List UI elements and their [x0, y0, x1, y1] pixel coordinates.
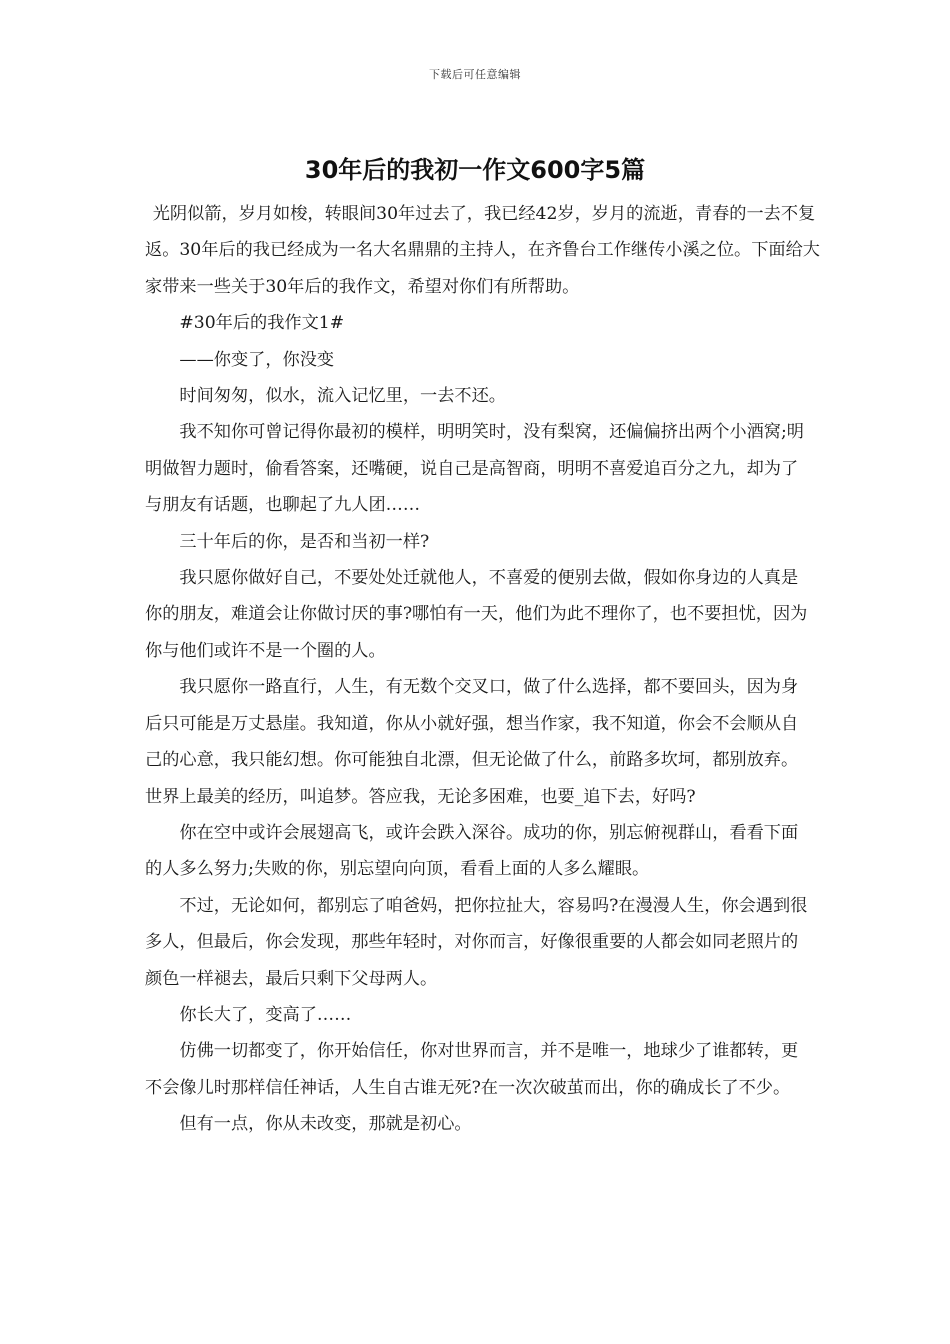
body-paragraph: 我只愿你一路直行，人生，有无数个交叉口，做了什么选择，都不要回头，因为身后只可能是万丈悬崖。我知道，你从小就好强，想当作家，我不知道，你会不会顺从自己的心意，我只能幻想。你可能独自北漂，但无论做了什么，前路多坎坷，都别放弃。世界上最美的经历，叫追梦。答应我，无论多困难，也要_追下去，好吗?: [145, 677, 799, 807]
body-paragraph: 三十年后的你，是否和当初一样?: [179, 531, 430, 552]
body-paragraph: 仿佛一切都变了，你开始信任，你对世界而言，并不是唯一，地球少了谁都转，更不会像儿时那样信任神话，人生自古谁无死?在一次次破茧而出，你的确成长了不少。: [145, 1041, 799, 1098]
document-title: 30年后的我初一作文600字5篇: [304, 156, 646, 184]
body-paragraph: 你长大了，变高了……: [179, 1004, 352, 1025]
document-body: [145, 196, 820, 1143]
subtitle-line: ——你变了，你没变: [179, 349, 335, 370]
body-paragraph: 不过，无论如何，都别忘了咱爸妈，把你拉扯大，容易吗?在漫漫人生，你会遇到很多人，但最后，你会发现，那些年轻时，对你而言，好像很重要的人都会如同老照片的颜色一样褪去，最后只剩下父母两人。: [145, 895, 808, 989]
body-paragraph: 你在空中或许会展翅高飞，或许会跌入深谷。成功的你，别忘俯视群山，看看下面的人多么努力;失败的你，别忘望向向顶，看看上面的人多么耀眼。: [145, 822, 799, 880]
body-paragraph: 但有一点，你从未改变，那就是初心。: [179, 1114, 472, 1135]
body-paragraph: 我不知你可曾记得你最初的模样，明明笑时，没有梨窝，还偏偏挤出两个小酒窝;明明做智力题时，偷看答案，还嘴硬，说自己是高智商，明明不喜爱追百分之九，却为了与朋友有话题，也聊起了九人团……: [145, 422, 804, 516]
body-paragraph: 时间匆匆，似水，流入记忆里，一去不还。: [179, 386, 506, 407]
section-heading: #30年后的我作文1#: [179, 313, 345, 334]
body-paragraph: 我只愿你做好自己，不要处处迁就他人，不喜爱的便别去做，假如你身边的人真是你的朋友，难道会让你做讨厌的事?哪怕有一天，他们为此不理你了，也不要担忧，因为你与他们或许不是一个圈的人。: [145, 568, 808, 661]
header-note: 下载后可任意编辑: [429, 68, 521, 81]
intro-paragraph: 光阴似箭，岁月如梭，转眼间30年过去了，我已经42岁，岁月的流逝，青春的一去不复返。30年后的我已经成为一名大名鼎鼎的主持人，在齐鲁台工作继传小溪之位。下面给大家带来一些关于30年后的我作文，希望对你们有所帮助。: [145, 204, 820, 297]
